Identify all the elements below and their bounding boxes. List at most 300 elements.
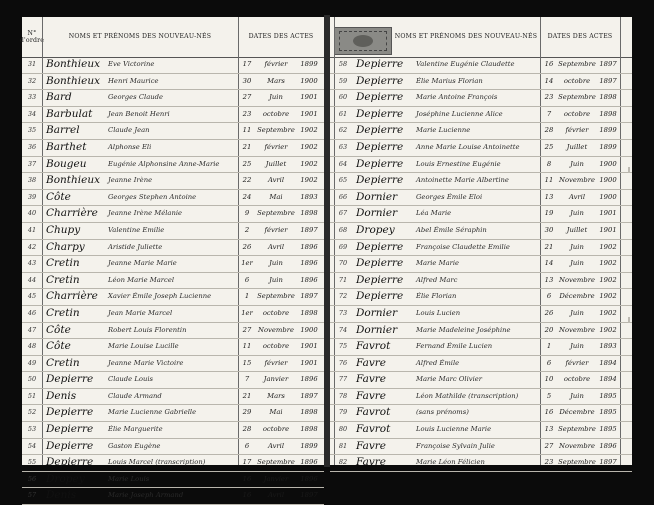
entry-number: 46 <box>27 308 37 317</box>
act-day: 16 <box>242 474 252 483</box>
surname: Barrel <box>46 124 80 137</box>
surname: Depierre <box>46 406 94 419</box>
left-page <box>19 17 324 502</box>
act-year: 1898 <box>599 109 617 118</box>
header-number: N° d'ordre <box>19 29 45 44</box>
act-year: 1898 <box>599 93 617 102</box>
act-month: Avril <box>568 192 586 201</box>
given-names: Alfred Marc <box>416 275 458 284</box>
act-month: février <box>565 358 589 367</box>
surname: Dornier <box>356 190 398 203</box>
surname: Côte <box>46 340 71 353</box>
act-day: 13 <box>544 425 554 434</box>
act-day: 17 <box>242 60 252 68</box>
given-names: Jeanne Irène Mélanie <box>108 209 183 218</box>
act-year: 1902 <box>300 142 318 151</box>
given-names: Xavier Émile Joseph Lucienne <box>108 292 212 301</box>
entry-number: 82 <box>338 458 348 467</box>
given-names: Anne Marie Louise Antoinette <box>416 142 520 151</box>
register-row <box>22 422 324 439</box>
act-month: Décembre <box>559 292 595 301</box>
given-names: Antoinette Marie Albertine <box>416 176 509 185</box>
act-year: 1898 <box>300 308 318 317</box>
entry-number: 42 <box>27 242 37 251</box>
given-names: Valentine Emilie <box>108 225 165 234</box>
given-names: Léon Marie Marcel <box>108 275 175 284</box>
act-day: 20 <box>544 325 554 334</box>
act-year: 1900 <box>300 325 318 334</box>
act-year: 1901 <box>599 209 617 218</box>
surname: Dornier <box>356 306 398 319</box>
act-month: Septembre <box>558 93 596 102</box>
act-year: 1901 <box>300 93 318 102</box>
act-month: octobre <box>262 342 290 351</box>
act-day: 19 <box>544 209 554 218</box>
act-month: Novembre <box>559 441 595 450</box>
surname: Denis <box>46 489 77 502</box>
act-month: Juin <box>269 259 283 268</box>
surname: Depierre <box>356 290 404 303</box>
surname: Favre <box>356 456 386 469</box>
given-names: Jeanne Marie Marie <box>108 259 177 268</box>
entry-number: 68 <box>338 225 348 234</box>
register-row <box>22 455 324 472</box>
given-names: Valentine Eugénie Claudette <box>416 60 515 68</box>
act-day: 17 <box>242 458 252 467</box>
act-year: 1893 <box>300 192 318 201</box>
surname: Côte <box>46 323 71 336</box>
register-row <box>330 439 632 456</box>
given-names: (sans prénoms) <box>416 408 469 417</box>
act-month: Avril <box>267 242 285 251</box>
given-names: Léa Marie <box>416 209 452 218</box>
register-row <box>330 240 632 257</box>
left-header <box>19 17 324 58</box>
act-day: 1er <box>241 259 253 268</box>
act-month: Septembre <box>257 126 295 135</box>
given-names: Georges Émile Eloi <box>416 192 483 201</box>
act-month: Juin <box>570 391 584 400</box>
given-names: Jeanne Marie Victoire <box>108 358 184 367</box>
surname: Charrière <box>46 207 98 220</box>
act-day: 29 <box>242 408 252 417</box>
entry-number: 38 <box>27 176 37 185</box>
entry-number: 31 <box>27 60 37 68</box>
surname: Depierre <box>356 58 404 70</box>
act-month: Juin <box>570 242 584 251</box>
given-names: Léon Mathilde (transcription) <box>416 391 519 400</box>
act-day: 5 <box>546 391 552 400</box>
page-edge-mark <box>628 317 630 323</box>
act-month: octobre <box>262 425 290 434</box>
entry-number: 40 <box>27 209 37 218</box>
register-row <box>22 372 324 389</box>
surname: Depierre <box>356 174 404 187</box>
register-row <box>22 140 324 157</box>
act-month: Novembre <box>559 275 595 284</box>
act-year: 1902 <box>300 126 318 135</box>
surname: Cretin <box>46 273 80 286</box>
register-row <box>22 472 324 489</box>
entry-number: 43 <box>27 259 37 268</box>
act-day: 21 <box>242 142 252 151</box>
register-row <box>22 389 324 406</box>
given-names: Henri Maurice <box>108 76 159 85</box>
entry-number: 79 <box>338 408 348 417</box>
entry-number: 53 <box>27 425 37 434</box>
entry-number: 81 <box>338 441 348 450</box>
entry-number: 54 <box>27 441 37 450</box>
given-names: Marie Léon Félicien <box>416 458 485 467</box>
act-month: Novembre <box>559 325 595 334</box>
surname: Barbulat <box>46 107 93 120</box>
act-day: 30 <box>544 225 554 234</box>
given-names: Alphonse Eli <box>108 142 152 151</box>
register-row <box>330 74 632 91</box>
act-day: 28 <box>242 425 252 434</box>
act-month: Juin <box>570 209 584 218</box>
given-names: Georges Claude <box>108 93 163 102</box>
act-month: Juin <box>570 342 584 351</box>
given-names: Claude Jean <box>108 126 150 135</box>
act-month: Mars <box>267 391 285 400</box>
page-edge-mark <box>628 167 630 173</box>
act-day: 26 <box>242 242 252 251</box>
entry-number: 69 <box>338 242 348 251</box>
entry-number: 37 <box>27 159 37 168</box>
register-row <box>22 273 324 290</box>
entry-number: 67 <box>338 209 348 218</box>
surname: Dropey <box>356 223 395 236</box>
stamp-border <box>339 31 387 51</box>
act-year: 1900 <box>599 159 617 168</box>
act-day: 11 <box>544 176 554 185</box>
act-year: 1902 <box>599 275 617 284</box>
act-day: 22 <box>242 176 252 185</box>
act-year: 1897 <box>599 458 617 467</box>
register-row <box>22 90 324 107</box>
act-day: 21 <box>544 242 554 251</box>
given-names: Robert Louis Florentin <box>108 325 187 334</box>
act-month: Décembre <box>559 408 595 417</box>
act-year: 1897 <box>599 60 617 68</box>
act-month: Novembre <box>559 176 595 185</box>
register-row <box>22 190 324 207</box>
entry-number: 36 <box>27 142 37 151</box>
surname: Depierre <box>356 273 404 286</box>
act-day: 2 <box>244 225 250 234</box>
act-year: 1896 <box>300 275 318 284</box>
register-row <box>22 223 324 240</box>
register-row <box>22 123 324 140</box>
surname: Bougeu <box>46 157 87 170</box>
entry-number: 60 <box>338 93 348 102</box>
act-day: 23 <box>242 109 252 118</box>
act-month: Juillet <box>566 142 588 151</box>
act-year: 1902 <box>599 325 617 334</box>
entry-number: 66 <box>338 192 348 201</box>
act-month: Avril <box>267 441 285 450</box>
act-month: octobre <box>563 109 591 118</box>
entry-number: 44 <box>27 275 37 284</box>
act-year: 1899 <box>300 60 318 68</box>
entry-number: 75 <box>338 342 348 351</box>
act-year: 1895 <box>599 425 617 434</box>
surname: Dropey <box>46 472 85 485</box>
surname: Depierre <box>46 423 94 436</box>
header-names: NOMS ET PRÉNOMS DES NOUVEAU-NÉS <box>68 33 212 41</box>
given-names: Joséphine Lucienne Alice <box>416 109 503 118</box>
entry-number: 71 <box>338 275 348 284</box>
act-year: 1900 <box>300 76 318 85</box>
act-day: 6 <box>546 358 552 367</box>
surname: Bonthieux <box>46 58 101 70</box>
given-names: Marie Louis <box>108 474 150 483</box>
entry-number: 59 <box>338 76 348 85</box>
entry-number: 72 <box>338 292 348 301</box>
entry-number: 48 <box>27 342 37 351</box>
act-year: 1899 <box>599 126 617 135</box>
act-day: 14 <box>544 259 554 268</box>
act-month: Avril <box>267 491 285 500</box>
entry-number: 77 <box>338 375 348 384</box>
act-year: 1902 <box>599 292 617 301</box>
surname: Favrot <box>356 340 391 353</box>
register-row <box>330 356 632 373</box>
register-row <box>330 173 632 190</box>
act-day: 7 <box>244 375 250 384</box>
register-row <box>22 439 324 456</box>
register-row <box>330 323 632 340</box>
register-row <box>22 206 324 223</box>
act-month: février <box>264 60 288 68</box>
act-year: 1897 <box>300 225 318 234</box>
surname: Favre <box>356 373 386 386</box>
surname: Bonthieux <box>46 74 101 87</box>
surname: Denis <box>46 389 77 402</box>
surname: Depierre <box>356 91 404 104</box>
given-names: Claude Louis <box>108 375 153 384</box>
act-day: 11 <box>242 342 252 351</box>
act-day: 16 <box>544 408 554 417</box>
register-row <box>330 455 632 472</box>
register-row <box>22 240 324 257</box>
register-row <box>330 190 632 207</box>
act-year: 1893 <box>599 342 617 351</box>
act-day: 23 <box>544 93 554 102</box>
entry-number: 45 <box>27 292 37 301</box>
register-row <box>330 90 632 107</box>
entry-number: 33 <box>27 93 37 102</box>
entry-number: 51 <box>27 391 37 400</box>
act-year: 1896 <box>300 474 318 483</box>
register-row <box>330 273 632 290</box>
given-names: Claude Armand <box>108 391 162 400</box>
entry-number: 55 <box>27 458 37 467</box>
act-year: 1894 <box>599 358 617 367</box>
act-year: 1900 <box>599 192 617 201</box>
act-day: 1 <box>244 292 250 301</box>
act-month: Juin <box>570 159 584 168</box>
given-names: Élie Marguerite <box>108 425 163 434</box>
given-names: Marie Joseph Armand <box>108 491 184 500</box>
act-month: Mai <box>269 408 283 417</box>
given-names: Marie Lucienne Gabrielle <box>108 408 197 417</box>
register-row <box>330 372 632 389</box>
surname: Chupy <box>46 223 81 236</box>
act-month: Janvier <box>263 474 289 483</box>
act-month: février <box>565 126 589 135</box>
act-year: 1902 <box>300 159 318 168</box>
act-day: 30 <box>242 76 252 85</box>
surname: Depierre <box>356 157 404 170</box>
entry-number: 35 <box>27 126 37 135</box>
given-names: Marie Lucienne <box>416 126 471 135</box>
header-dates: DATES DES ACTES <box>248 33 314 41</box>
given-names: Louis Ernestine Eugénie <box>416 159 501 168</box>
act-year: 1902 <box>599 259 617 268</box>
register-row <box>330 405 632 422</box>
act-month: Septembre <box>257 292 295 301</box>
act-month: Juillet <box>265 159 287 168</box>
surname: Barthet <box>46 140 87 153</box>
act-month: Avril <box>267 176 285 185</box>
act-day: 9 <box>244 209 250 218</box>
act-day: 6 <box>244 275 250 284</box>
right-page <box>330 17 632 469</box>
given-names: Marie Madeleine Joséphine <box>416 325 511 334</box>
register-row <box>22 57 324 74</box>
act-month: Juin <box>269 275 283 284</box>
act-year: 1896 <box>300 458 318 467</box>
surname: Favre <box>356 356 386 369</box>
act-year: 1900 <box>599 176 617 185</box>
given-names: Aristide Juliette <box>108 242 163 251</box>
entry-number: 47 <box>27 325 37 334</box>
register-row <box>330 223 632 240</box>
act-day: 27 <box>242 93 252 102</box>
register-row <box>22 356 324 373</box>
act-year: 1901 <box>300 358 318 367</box>
entry-number: 62 <box>338 126 348 135</box>
act-year: 1898 <box>300 209 318 218</box>
surname: Dornier <box>356 207 398 220</box>
register-row <box>330 157 632 174</box>
act-day: 27 <box>544 441 554 450</box>
surname: Depierre <box>356 107 404 120</box>
act-month: Janvier <box>263 375 289 384</box>
act-day: 7 <box>546 109 552 118</box>
register-row <box>330 140 632 157</box>
act-year: 1901 <box>300 109 318 118</box>
given-names: Jean Marie Marcel <box>108 308 173 317</box>
act-day: 1er <box>241 308 253 317</box>
entry-number: 61 <box>338 109 348 118</box>
surname: Charrière <box>46 290 98 303</box>
act-day: 16 <box>544 60 554 68</box>
given-names: Marie Marie <box>416 259 460 268</box>
act-day: 26 <box>544 308 554 317</box>
act-month: Septembre <box>257 209 295 218</box>
register-row <box>22 256 324 273</box>
surname: Depierre <box>356 74 404 87</box>
act-month: Septembre <box>558 425 596 434</box>
act-year: 1897 <box>300 391 318 400</box>
entry-number: 39 <box>27 192 37 201</box>
act-day: 28 <box>544 126 554 135</box>
act-year: 1901 <box>599 225 617 234</box>
surname: Depierre <box>356 140 404 153</box>
surname: Cretin <box>46 257 80 270</box>
given-names: Fernand Émile Lucien <box>416 342 493 351</box>
register-row <box>22 488 324 505</box>
register-row <box>330 339 632 356</box>
act-day: 16 <box>242 491 252 500</box>
register-row <box>22 306 324 323</box>
act-year: 1897 <box>300 292 318 301</box>
register-row <box>330 256 632 273</box>
register-row <box>330 57 632 74</box>
act-month: Mars <box>267 76 285 85</box>
act-month: Novembre <box>258 325 294 334</box>
act-year: 1902 <box>599 308 617 317</box>
given-names: Gaston Eugène <box>108 441 161 450</box>
surname: Depierre <box>46 373 94 386</box>
register-row <box>22 107 324 124</box>
act-month: Septembre <box>558 458 596 467</box>
act-day: 8 <box>546 159 552 168</box>
act-month: Juillet <box>566 225 588 234</box>
act-day: 1 <box>546 342 552 351</box>
right-register-rows <box>330 57 632 472</box>
given-names: Élie Marius Florian <box>416 76 483 85</box>
act-year: 1897 <box>599 76 617 85</box>
surname: Charpy <box>46 240 85 253</box>
given-names: Alfred Émile <box>416 358 460 367</box>
given-names: Élie Florian <box>416 292 457 301</box>
act-month: octobre <box>563 375 591 384</box>
entry-number: 80 <box>338 425 348 434</box>
act-month: février <box>264 358 288 367</box>
register-row <box>330 422 632 439</box>
surname: Cretin <box>46 356 80 369</box>
act-day: 6 <box>244 441 250 450</box>
act-day: 21 <box>242 391 252 400</box>
entry-number: 78 <box>338 391 348 400</box>
surname: Favre <box>356 439 386 452</box>
act-year: 1895 <box>599 391 617 400</box>
entry-number: 63 <box>338 142 348 151</box>
act-year: 1899 <box>300 441 318 450</box>
act-month: Mai <box>269 192 283 201</box>
register-row <box>22 339 324 356</box>
given-names: Jean Benoit Henri <box>108 109 170 118</box>
act-day: 25 <box>544 142 554 151</box>
surname: Depierre <box>46 456 94 469</box>
register-row <box>330 123 632 140</box>
entry-number: 74 <box>338 325 348 334</box>
act-month: octobre <box>262 109 290 118</box>
given-names: Eve Victorine <box>108 60 155 68</box>
given-names: Louis Marcel (transcription) <box>108 458 206 467</box>
entry-number: 76 <box>338 358 348 367</box>
act-year: 1894 <box>599 375 617 384</box>
surname: Bard <box>46 91 72 104</box>
register-row <box>22 323 324 340</box>
act-year: 1896 <box>599 441 617 450</box>
act-day: 15 <box>242 358 252 367</box>
entry-number: 41 <box>27 225 37 234</box>
